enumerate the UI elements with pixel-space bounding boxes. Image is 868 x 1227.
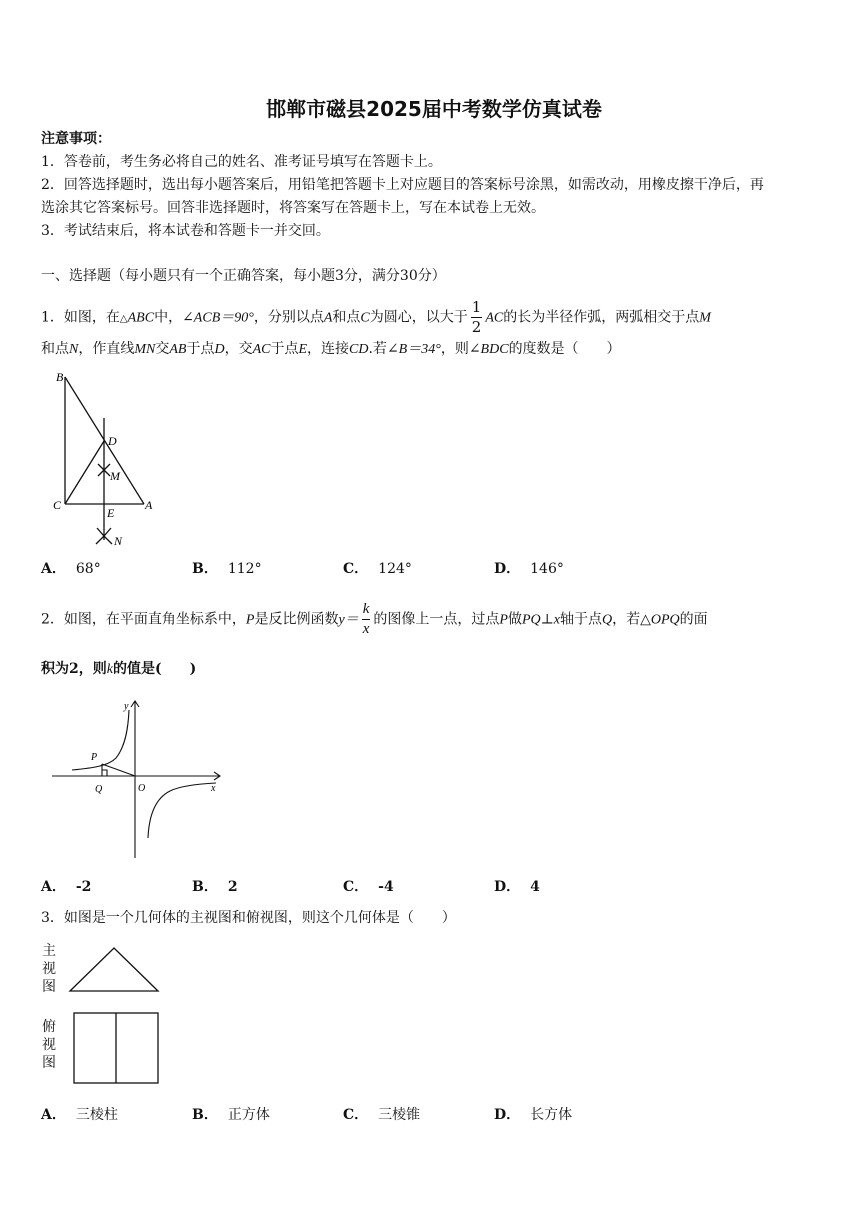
q1-math: CD bbox=[349, 342, 369, 357]
q1-fraction-numerator: 1 bbox=[471, 298, 482, 316]
option-label: B． bbox=[192, 1107, 218, 1123]
front-view-label bbox=[42, 942, 56, 996]
q1-text: ，作直线 bbox=[78, 341, 135, 357]
q1-line2 bbox=[41, 338, 621, 361]
front-view-char: 主 bbox=[42, 943, 56, 959]
option-label: B． bbox=[192, 561, 218, 577]
q1-math: D bbox=[214, 342, 225, 357]
q2-math: Q bbox=[601, 612, 613, 628]
right-angle-mark bbox=[102, 770, 107, 776]
label-a: A bbox=[145, 498, 153, 512]
option-text: 4 bbox=[530, 879, 540, 895]
q2-text: 积为2，则 bbox=[41, 661, 107, 677]
q1-text: 的长为半径作弧，两弧相交于点 bbox=[503, 309, 700, 326]
label-m: M bbox=[110, 469, 120, 483]
q2-text: 是反比例函数 bbox=[254, 611, 339, 628]
q2-math: P bbox=[499, 612, 508, 628]
option-text: -2 bbox=[75, 879, 92, 895]
q1-math: ∠BDC bbox=[468, 342, 509, 357]
option-text: 长方体 bbox=[530, 1107, 573, 1123]
q3-option-a[interactable] bbox=[41, 1104, 118, 1124]
top-view-char: 俯 bbox=[42, 1019, 56, 1035]
q2-option-b[interactable] bbox=[192, 876, 238, 896]
option-label: B． bbox=[192, 879, 218, 895]
q1-math: ∠B＝34° bbox=[386, 342, 441, 357]
option-label: A． bbox=[41, 1107, 66, 1123]
q2-text: 的值是( ) bbox=[112, 661, 197, 677]
q2-text: 的面 bbox=[679, 611, 708, 628]
q1-fraction bbox=[471, 300, 483, 335]
q1-math: N bbox=[69, 342, 79, 357]
q2-math: PQ⊥x bbox=[521, 612, 560, 628]
option-text: 112° bbox=[227, 561, 262, 577]
option-text: 正方体 bbox=[227, 1107, 270, 1123]
q2-text: 的图像上一点，过点 bbox=[373, 611, 500, 628]
option-text: 三棱柱 bbox=[75, 1107, 118, 1123]
q2-fraction bbox=[362, 602, 371, 637]
option-label: D． bbox=[494, 561, 521, 577]
option-label: A． bbox=[41, 561, 66, 577]
option-label: D． bbox=[494, 879, 521, 895]
q2-option-c[interactable] bbox=[343, 876, 394, 896]
label-o: O bbox=[138, 783, 146, 794]
q2-text: 做 bbox=[507, 611, 522, 628]
q1-line1 bbox=[41, 300, 711, 335]
label-n: N bbox=[114, 534, 123, 548]
option-label: C． bbox=[343, 879, 369, 895]
q1-text: ，则 bbox=[440, 341, 469, 357]
q1-text: 交 bbox=[155, 341, 170, 357]
q1-text: ，分别以点 bbox=[253, 309, 324, 326]
note-item-2-cont: 选涂其它答案标号。回答非选择题时，将答案写在答题卡上，写在本试卷上无效。 bbox=[41, 200, 545, 216]
line-cd bbox=[65, 441, 104, 504]
q1-text: .若 bbox=[368, 341, 387, 357]
q1-text: 的度数是（ ） bbox=[508, 341, 621, 357]
q2-text: 轴于点 bbox=[559, 611, 602, 628]
label-y: y bbox=[124, 701, 129, 712]
option-label: D． bbox=[494, 1107, 521, 1123]
label-q: Q bbox=[95, 784, 103, 795]
q2-line2 bbox=[41, 658, 196, 681]
option-text: -4 bbox=[378, 879, 394, 895]
label-d: D bbox=[108, 434, 117, 448]
option-text: 三棱锥 bbox=[378, 1107, 421, 1123]
q1-text: 于点 bbox=[186, 341, 215, 357]
q1-math: AC bbox=[485, 310, 504, 326]
q1-text: 1．如图，在 bbox=[41, 309, 120, 326]
label-c: C bbox=[53, 498, 62, 512]
q2-math: P bbox=[245, 612, 255, 628]
q2-text: 2．如图，在平面直角坐标系中， bbox=[41, 611, 246, 628]
q1-text: 和点 bbox=[332, 309, 361, 326]
option-text: 124° bbox=[378, 561, 412, 577]
q3-option-c[interactable] bbox=[343, 1104, 420, 1124]
option-label: C． bbox=[343, 1107, 369, 1123]
q2-line1 bbox=[41, 602, 708, 637]
page-title: 邯郸市磁县2025届中考数学仿真试卷 bbox=[266, 97, 602, 121]
q2-math: △OPQ bbox=[640, 612, 680, 628]
option-text: 146° bbox=[530, 561, 564, 577]
q1-figure bbox=[40, 366, 170, 550]
q2-figure bbox=[48, 698, 228, 862]
q1-option-b[interactable] bbox=[192, 558, 262, 578]
q2-option-a[interactable] bbox=[41, 876, 91, 896]
q3-option-d[interactable] bbox=[494, 1104, 572, 1124]
notes-heading: 注意事项： bbox=[41, 131, 111, 147]
q1-option-a[interactable] bbox=[41, 558, 101, 578]
q1-math: AB bbox=[169, 342, 187, 357]
q1-fraction-denominator: 2 bbox=[471, 318, 482, 336]
label-e: E bbox=[107, 506, 115, 520]
curve-lower-right bbox=[148, 783, 216, 838]
q2-fraction-numerator: k bbox=[362, 602, 371, 620]
top-view-char: 图 bbox=[42, 1055, 56, 1071]
q1-text: ，连接 bbox=[307, 341, 350, 357]
label-p: P bbox=[91, 752, 98, 763]
triangle-shape bbox=[70, 948, 158, 991]
q1-math: ABC bbox=[127, 310, 155, 326]
q2-text: ，若 bbox=[612, 611, 641, 628]
q1-option-d[interactable] bbox=[494, 558, 564, 578]
note-item-1: 1．答卷前，考生务必将自己的姓名、准考证号填写在答题卡上。 bbox=[41, 154, 442, 170]
q3-line1: 3．如图是一个几何体的主视图和俯视图，则这个几何体是（ ） bbox=[41, 910, 456, 926]
q1-triangle-symbol: △ bbox=[119, 313, 128, 325]
top-view-label bbox=[42, 1018, 56, 1072]
q2-math: k bbox=[106, 662, 113, 677]
q2-math: y＝ bbox=[338, 612, 359, 628]
q1-math: E bbox=[298, 342, 308, 357]
q2-option-d[interactable] bbox=[494, 876, 540, 896]
label-b: B bbox=[56, 370, 64, 384]
q1-text: 和点 bbox=[41, 341, 69, 357]
q1-math: C bbox=[360, 310, 370, 326]
note-item-2: 2．回答选择题时，选出每小题答案后，用铅笔把答题卡上对应题目的答案标号涂黑，如需改动，用橡皮擦干净后，再 bbox=[41, 177, 764, 193]
q1-text: 于点 bbox=[270, 341, 299, 357]
curve-upper-left bbox=[72, 710, 129, 770]
note-item-3: 3．考试结束后，将本试卷和答题卡一并交回。 bbox=[41, 223, 330, 239]
top-view-rectangle bbox=[72, 1011, 160, 1085]
option-label: C． bbox=[343, 561, 369, 577]
front-view-char: 视 bbox=[42, 961, 56, 977]
q1-text: 为圆心，以大于 bbox=[369, 309, 468, 326]
option-text: 2 bbox=[227, 879, 238, 895]
option-label: A． bbox=[41, 879, 66, 895]
q1-text: ，交 bbox=[224, 341, 253, 357]
front-view-triangle bbox=[68, 944, 162, 994]
q1-math: AC bbox=[252, 342, 271, 357]
q1-math: M bbox=[699, 310, 711, 326]
q2-fraction-denominator: x bbox=[362, 621, 370, 637]
option-text: 68° bbox=[75, 561, 101, 577]
top-view-char: 视 bbox=[42, 1037, 56, 1053]
q1-math: ∠ACB＝90° bbox=[182, 310, 254, 326]
label-x: x bbox=[211, 783, 216, 794]
front-view-char: 图 bbox=[42, 979, 56, 995]
q1-math: A bbox=[323, 310, 333, 326]
q3-option-b[interactable] bbox=[192, 1104, 270, 1124]
section-heading: 一、选择题（每小题只有一个正确答案，每小题3分，满分30分） bbox=[41, 268, 446, 284]
q1-text: 中， bbox=[154, 309, 183, 326]
q1-option-c[interactable] bbox=[343, 558, 412, 578]
q1-math: MN bbox=[134, 342, 156, 357]
